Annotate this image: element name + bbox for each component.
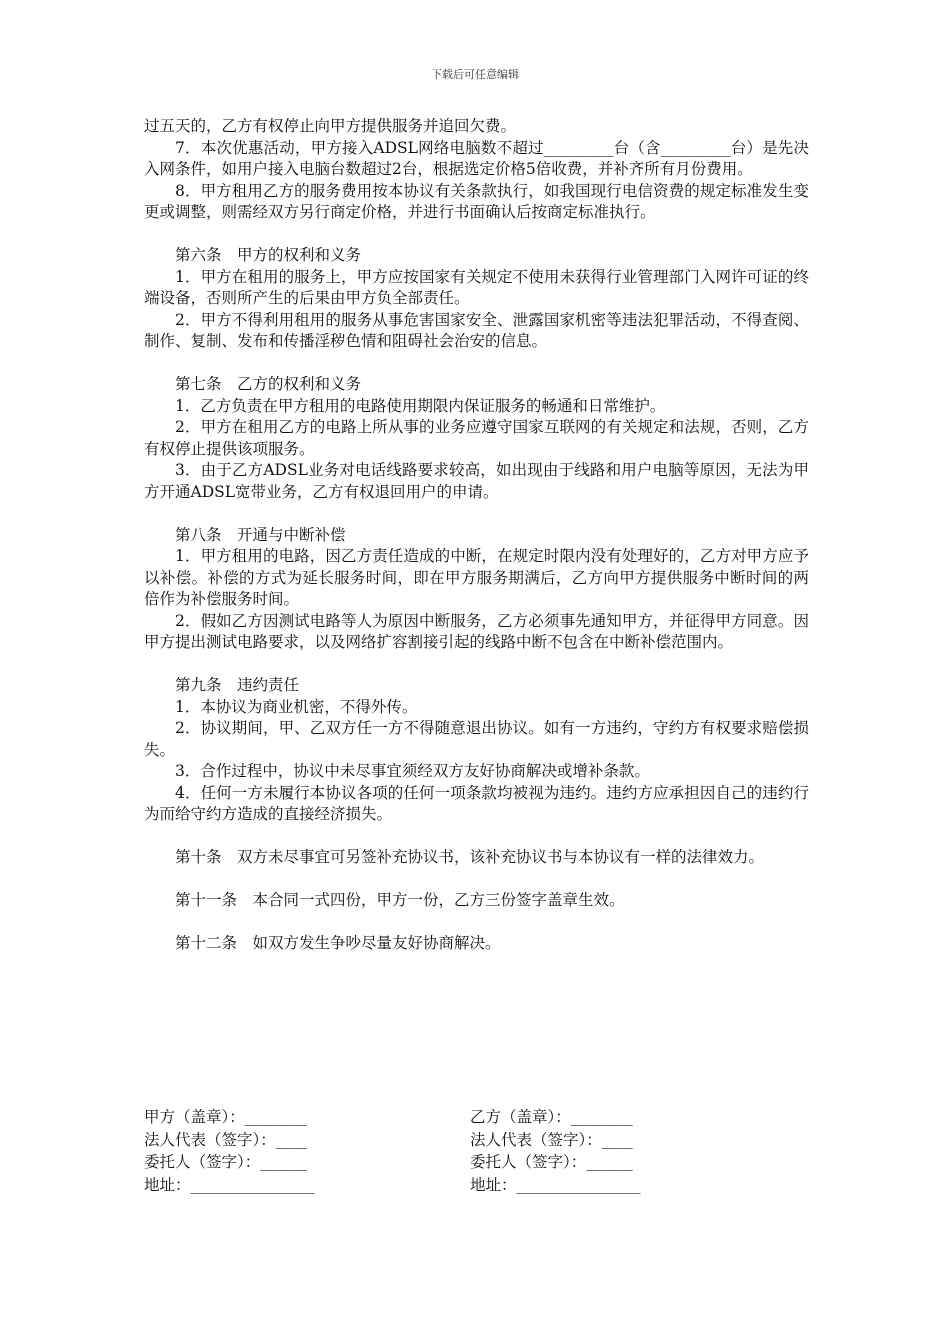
paragraph: 2．甲方在租用乙方的电路上所从事的业务应遵守国家互联网的有关规定和法规，否则，乙方有权停止提供该项服务。 — [144, 418, 809, 458]
party-a-address-line: 地址：________________ — [144, 1175, 315, 1194]
page-header: 下载后可任意编辑 — [431, 68, 519, 81]
section-heading: 第八条 开通与中断补偿 — [175, 525, 346, 544]
party-b-address-line: 地址：________________ — [470, 1175, 641, 1194]
paragraph: 7．本次优惠活动，甲方接入ADSL网络电脑数不超过_________台（含_________台）是先决入网条件，如用户接入电脑台数超过2台，根据选定价格5倍收费，并补齐所有月份费用。 — [144, 138, 809, 178]
party-b-legal-rep-line: 法人代表（签字）：____ — [470, 1130, 633, 1149]
paragraph: 2．协议期间，甲、乙双方任一方不得随意退出协议。如有一方违约，守约方有权要求赔偿损失。 — [144, 719, 809, 759]
paragraph: 过五天的，乙方有权停止向甲方提供服务并追回欠费。 — [144, 117, 517, 135]
section-heading: 第十条 双方未尽事宜可另签补充协议书，该补充协议书与本协议有一样的法律效力。 — [175, 848, 765, 866]
section-heading: 第六条 甲方的权利和义务 — [175, 246, 362, 264]
section-heading: 第七条 乙方的权利和义务 — [175, 375, 362, 393]
party-b-agent-line: 委托人（签字）：______ — [470, 1153, 633, 1171]
paragraph: 2．假如乙方因测试电路等人为原因中断服务，乙方必须事先通知甲方，并征得甲方同意。因甲方提出测试电路要求，以及网络扩容割接引起的线路中断不包含在中断补偿范围内。 — [144, 611, 809, 651]
party-a-signature — [144, 1106, 384, 1196]
paragraph: 2．甲方不得利用租用的服务从事危害国家安全、泄露国家机密等违法犯罪活动，不得查阅、制作、复制、发布和传播淫秽色情和阻碍社会治安的信息。 — [144, 310, 809, 350]
document-body — [144, 116, 809, 955]
section-heading: 第十二条 如双方发生争吵尽量友好协商解决。 — [175, 934, 501, 952]
party-a-legal-rep-line: 法人代表（签字）：____ — [144, 1130, 307, 1149]
paragraph: 1．甲方在租用的服务上，甲方应按国家有关规定不使用未获得行业管理部门入网许可证的终端设备，否则所产生的后果由甲方负全部责任。 — [144, 267, 809, 307]
section-heading: 第九条 违约责任 — [175, 676, 300, 694]
paragraph: 4．任何一方未履行本协议各项的任何一项条款均被视为违约。违约方应承担因自己的违约行为而给守约方造成的直接经济损失。 — [144, 783, 809, 823]
paragraph: 3．合作过程中，协议中未尽事宜须经双方友好协商解决或增补条款。 — [175, 762, 650, 780]
party-b-seal-line: 乙方（盖章）：________ — [470, 1108, 633, 1126]
paragraph: 3．由于乙方ADSL业务对电话线路要求较高，如出现由于线路和用户电脑等原因，无法为甲方开通ADSL宽带业务，乙方有权退回用户的申请。 — [144, 461, 809, 501]
party-a-agent-line: 委托人（签字）：______ — [144, 1153, 307, 1171]
party-a-seal-line: 甲方（盖章）：________ — [144, 1108, 307, 1126]
paragraph: 1．乙方负责在甲方租用的电路使用期限内保证服务的畅通和日常维护。 — [175, 396, 666, 415]
party-b-signature — [470, 1106, 710, 1196]
paragraph: 1．甲方租用的电路，因乙方责任造成的中断，在规定时限内没有处理好的，乙方对甲方应予以补偿。补偿的方式为延长服务时间，即在甲方服务期满后，乙方向甲方提供服务中断时间的两倍作为补偿服务时间。 — [144, 547, 809, 608]
paragraph: 1．本协议为商业机密，不得外传。 — [175, 697, 418, 716]
paragraph: 8．甲方租用乙方的服务费用按本协议有关条款执行，如我国现行电信资费的规定标准发生变更或调整，则需经双方另行商定价格，并进行书面确认后按商定标准执行。 — [144, 181, 809, 221]
section-heading: 第十一条 本合同一式四份，甲方一份，乙方三份签字盖章生效。 — [175, 891, 625, 909]
